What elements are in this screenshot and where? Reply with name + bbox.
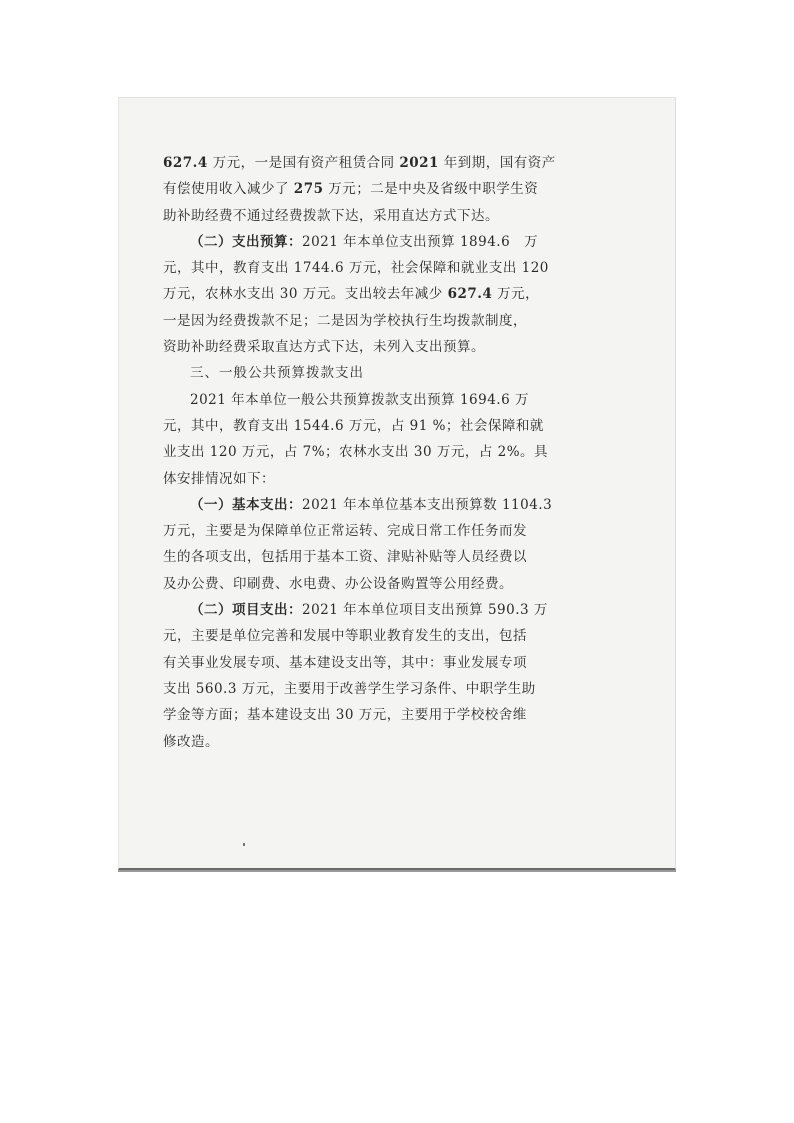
text-line — [163, 676, 633, 702]
bold-text: 627.4 — [163, 155, 208, 171]
text-line — [163, 492, 633, 518]
text-line — [163, 702, 633, 728]
text-line — [163, 203, 633, 229]
text-line — [163, 544, 633, 570]
text-run: 万元，农林水支出 30 万元。支出较去年减少 — [163, 286, 448, 303]
text-line — [163, 308, 633, 334]
document-body — [163, 150, 633, 755]
bold-text: 275 — [293, 181, 324, 198]
text-line — [163, 571, 633, 597]
text-line — [163, 281, 633, 307]
text-line — [163, 334, 633, 360]
bold-text: （二）项目支出： — [190, 602, 302, 619]
text-run: 学金等方面；基本建设支出 30 万元，主要用于学校校舍维 — [163, 707, 527, 724]
text-run: 万元， — [492, 286, 540, 303]
bold-text: （二）支出预算： — [190, 233, 302, 250]
text-run: 年到期，国有资产 — [438, 155, 556, 171]
text-run: 元，主要是单位完善和发展中等职业教育发生的支出，包括 — [163, 628, 527, 645]
bold-text: 2021 — [399, 155, 439, 171]
text-line — [163, 413, 633, 439]
text-run: 支出 560.3 万元，主要用于改善学生学习条件、中职学生助 — [163, 680, 536, 697]
text-line — [163, 176, 633, 202]
text-run: 体安排情况如下： — [163, 470, 275, 487]
text-run: 一是因为经费拨款不足；二是因为学校执行生均拨款制度， — [163, 312, 527, 329]
text-run: 及办公费、印刷费、水电费、办公设备购置等公用经费。 — [163, 575, 513, 592]
text-line — [163, 150, 633, 176]
section-heading — [163, 360, 633, 386]
text-run: 元，其中，教育支出 1544.6 万元，占 91 %；社会保障和就 — [163, 417, 544, 434]
text-run: 万元，一是国有资产租赁合同 — [207, 155, 400, 171]
text-line — [163, 729, 633, 755]
text-line — [163, 597, 633, 623]
text-run: 2021 年本单位支出预算 1894.6 万 — [302, 233, 539, 250]
scan-speck — [243, 843, 245, 846]
text-run: 有偿使用收入减少了 — [163, 181, 294, 198]
text-run: 三、一般公共预算拨款支出 — [190, 365, 364, 382]
text-run: 业支出 120 万元，占 7%；农林水支出 30 万元，占 2%。具 — [163, 444, 549, 461]
text-line — [163, 650, 633, 676]
text-line — [163, 439, 633, 465]
text-run: 生的各项支出，包括用于基本工资、津贴补贴等人员经费以 — [163, 549, 527, 566]
bold-text: （一）基本支出： — [190, 496, 302, 513]
text-line — [163, 387, 633, 413]
text-run: 万元，主要是为保障单位正常运转、完成日常工作任务而发 — [163, 523, 527, 540]
text-line — [163, 255, 633, 281]
text-run: 有关事业发展专项、基本建设支出等，其中：事业发展专项 — [163, 654, 527, 671]
text-run: 助补助经费不通过经费拨款下达，采用直达方式下达。 — [163, 207, 499, 224]
scanned-page — [118, 97, 676, 870]
text-line — [163, 518, 633, 544]
text-line — [163, 229, 633, 255]
text-run: 修改造。 — [163, 733, 219, 750]
text-run: 2021 年本单位一般公共预算拨款支出预算 1694.6 万 — [190, 391, 529, 408]
bold-text: 627.4 — [447, 286, 493, 303]
text-run: 2021 年本单位基本支出预算数 1104.3 — [302, 496, 553, 513]
text-line — [163, 466, 633, 492]
text-run: 元，其中，教育支出 1744.6 万元，社会保障和就业支出 120 — [163, 260, 549, 277]
text-run: 2021 年本单位项目支出预算 590.3 万 — [302, 602, 548, 619]
text-run: 资助补助经费采取直达方式下达，未列入支出预算。 — [163, 339, 485, 356]
text-run: 万元；二是中央及省级中职学生资 — [323, 181, 539, 198]
text-line — [163, 623, 633, 649]
